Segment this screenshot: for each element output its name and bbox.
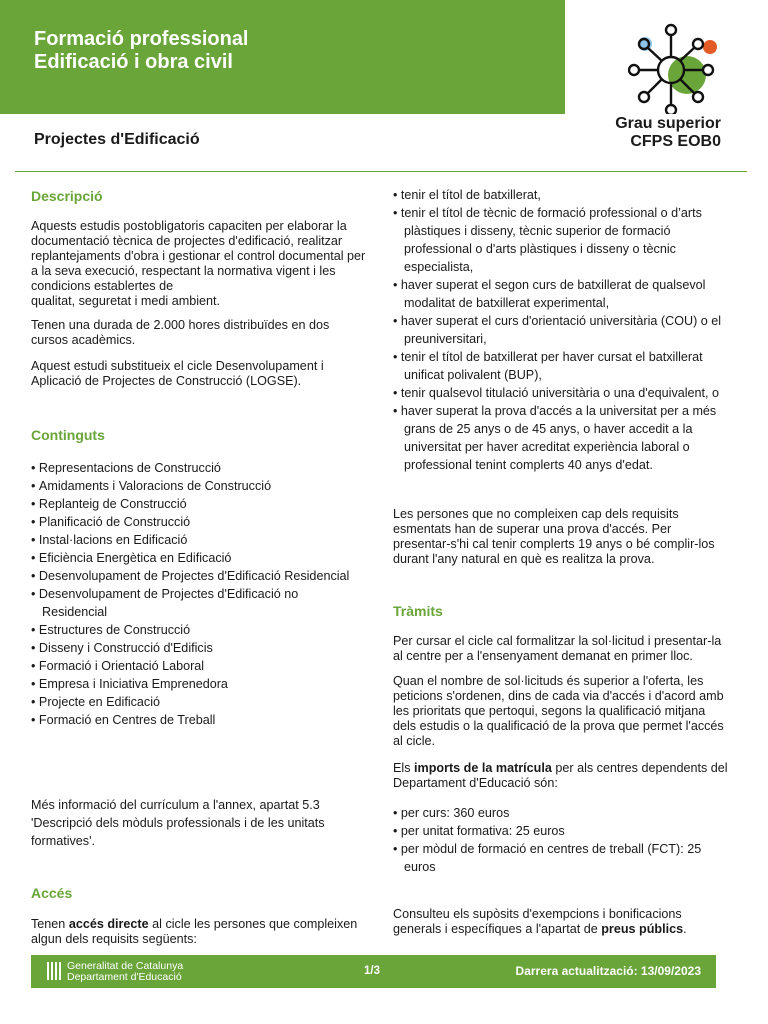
text-line: Més informació del currículum a l'annex, apartat 5.3 xyxy=(31,798,320,812)
list-item: • Desenvolupament de Projectes d'Edificació no Residencial xyxy=(31,585,327,621)
list-item: • tenir el títol de batxillerat per haver cursat el batxillerat unificat polivalent (BUP), xyxy=(393,348,734,384)
list-item: • Replanteig de Construcció xyxy=(31,495,371,513)
text-line: Tenen una durada de 2.000 hores distribuïdes en dos xyxy=(31,318,330,332)
text-line xyxy=(393,922,687,937)
emphasis-direct-access: accés directe xyxy=(68,917,149,931)
text-span: Tenen xyxy=(31,917,69,931)
text-line: qualitat, seguretat i medi ambient. xyxy=(31,294,221,308)
text-line: Aquest estudi substitueix el cicle Desenvolupament i xyxy=(31,359,324,373)
section-heading-continguts: Continguts xyxy=(31,427,105,443)
text-line: algun dels requisits següents: xyxy=(31,932,197,946)
text-span: al cicle les persones que compleixen xyxy=(148,917,358,931)
text-line: Aplicació de Projectes de Construcció (LOGSE). xyxy=(31,374,302,388)
text-line: peticions s'ordenen, dins de cada via d'accés i d'acord amb xyxy=(393,689,724,703)
department-name: Departament d'Educació xyxy=(67,971,182,983)
continguts-more-info xyxy=(31,796,325,850)
text-line: Departament d'Educació són: xyxy=(393,776,558,790)
emphasis-fees: imports de la matrícula xyxy=(414,761,552,775)
descripcio-paragraph-1 xyxy=(31,219,365,309)
acces-intro xyxy=(31,917,357,947)
list-item: • haver superat el segon curs de batxillerat de qualsevol modalitat de batxillerat experimental, xyxy=(393,276,734,312)
text-span: . xyxy=(683,922,687,936)
grade-badge xyxy=(615,115,721,151)
text-line: al centre per a l'ensenyament demanat en primer lloc. xyxy=(393,649,693,663)
fees-list xyxy=(393,804,723,876)
page-title-line2: Edificació i obra civil xyxy=(34,51,233,73)
cycle-code: CFPS EOB0 xyxy=(630,133,721,150)
header-divider xyxy=(15,171,747,172)
text-line: presentar-s'hi cal tenir complerts 19 anys o bé complir-los xyxy=(393,537,715,551)
text-line: les prioritats que pertoqui, segons la qualificació mitjana xyxy=(393,704,706,718)
list-item: • Estructures de Construcció xyxy=(31,621,371,639)
list-item: • tenir el títol de batxillerat, xyxy=(393,186,733,204)
page-number: 1/3 xyxy=(364,965,380,977)
org-name: Generalitat de Catalunya xyxy=(67,960,184,972)
list-item: • haver superat la prova d'accés a la universitat per a més grans de 25 anys o de 45 anys, o haver accedit a la universitat per haver acreditat experiència laboral o professional tenint complerts 40 anys d'edat. xyxy=(393,402,742,474)
list-item: • tenir el títol de tècnic de formació professional o d’arts plàstiques i disseny, tècnic superior de formació professional o d'arts plàstiques i disseny o tècnic especialista, xyxy=(393,204,734,276)
family-network-logo-icon xyxy=(628,22,720,114)
text-line: replantejaments d'obra i gestionar el control documental per xyxy=(31,249,366,263)
text-line: Les persones que no compleixen cap dels requisits xyxy=(393,507,679,521)
list-item: • Planificació de Construcció xyxy=(31,513,371,531)
text-line: durant l'any natural en què es realitza la prova. xyxy=(393,552,655,566)
text-line: Aquests estudis postobligatoris capaciten per elaborar la xyxy=(31,219,347,233)
tramits-final-note xyxy=(393,907,687,937)
list-item: • tenir qualsevol titulació universitària o una d'equivalent, o xyxy=(393,384,733,402)
text-line: Consulteu els supòsits d'exempcions i bonificacions xyxy=(393,907,682,921)
catalan-flag-icon xyxy=(47,962,61,980)
list-item: • Eficiència Energètica en Edificació xyxy=(31,549,371,567)
text-span: Els xyxy=(393,761,414,775)
acces-note xyxy=(393,507,715,567)
text-line: 'Descripció dels mòduls professionals i de les unitats xyxy=(31,816,325,830)
list-item: • Representacions de Construcció xyxy=(31,459,371,477)
grade-level: Grau superior xyxy=(615,115,721,132)
text-line: dels estudis o la qualificació de la prova que permet l'accés xyxy=(393,719,724,733)
text-line xyxy=(31,917,357,932)
list-item: • Amidaments i Valoracions de Construcció xyxy=(31,477,371,495)
continguts-list xyxy=(31,459,371,729)
header-banner xyxy=(0,0,565,114)
list-item: • Disseny i Construcció d'Edificis xyxy=(31,639,371,657)
descripcio-paragraph-2 xyxy=(31,318,329,348)
page-title-line1: Formació professional xyxy=(34,28,249,50)
list-item: • haver superat el curs d'orientació universitària (COU) o el preuniversitari, xyxy=(393,312,749,348)
section-heading-tramits: Tràmits xyxy=(393,603,443,619)
list-item: • Formació i Orientació Laboral xyxy=(31,657,371,675)
last-updated: Darrera actualització: 13/09/2023 xyxy=(515,964,701,978)
tramits-fees-intro xyxy=(393,761,728,791)
text-line xyxy=(393,761,728,776)
list-item: • Instal·lacions en Edificació xyxy=(31,531,371,549)
list-item: • Projecte en Edificació xyxy=(31,693,371,711)
footer-bar xyxy=(31,955,716,988)
list-item: • per unitat formativa: 25 euros xyxy=(393,822,723,840)
text-line: a la seva execució, respectant la normativa vigent i les xyxy=(31,264,336,278)
list-item: • Empresa i Iniciativa Emprenedora xyxy=(31,675,371,693)
list-item: • per mòdul de formació en centres de treball (FCT): 25 euros xyxy=(393,840,724,876)
text-line: esmentats han de superar una prova d'accés. Per xyxy=(393,522,672,536)
footer-organization xyxy=(67,961,183,983)
descripcio-paragraph-3 xyxy=(31,359,324,389)
text-line: condicions establertes de xyxy=(31,279,174,293)
text-span: generals i específiques a l'apartat de xyxy=(393,922,602,936)
text-line: documentació tècnica de projectes d'edificació, realitzar xyxy=(31,234,343,248)
cycle-name: Projectes d'Edificació xyxy=(34,131,200,148)
list-item: • Desenvolupament de Projectes d'Edificació Residencial xyxy=(31,567,371,585)
text-line: formatives'. xyxy=(31,834,95,848)
section-heading-acces: Accés xyxy=(31,885,73,901)
text-span: per als centres dependents del xyxy=(551,761,728,775)
text-line: Quan el nombre de sol·licituds és superior a l'oferta, les xyxy=(393,674,704,688)
text-line: al cicle. xyxy=(393,734,435,748)
list-item: • per curs: 360 euros xyxy=(393,804,723,822)
text-line: cursos acadèmics. xyxy=(31,333,136,347)
list-item: • Formació en Centres de Treball xyxy=(31,711,371,729)
tramits-paragraph-2 xyxy=(393,674,724,749)
tramits-paragraph-1 xyxy=(393,634,721,664)
acces-requirements-list xyxy=(393,186,733,474)
link-preus-publics[interactable]: preus públics xyxy=(601,922,684,936)
text-line: Per cursar el cicle cal formalitzar la sol·licitud i presentar-la xyxy=(393,634,722,648)
section-heading-descripcio: Descripció xyxy=(31,188,103,204)
